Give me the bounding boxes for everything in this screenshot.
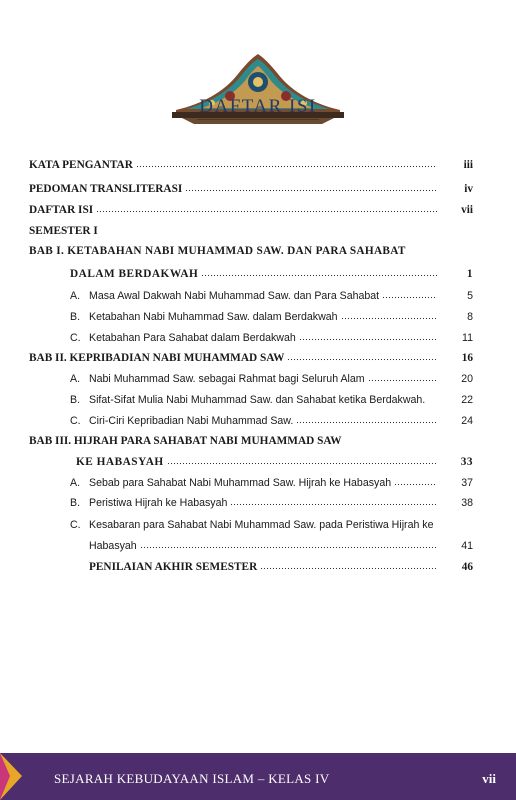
toc-row-bab-3-c[interactable]: C. Kesabaran para Sahabat Nabi Muhammad Saw. pada Peristiwa Hijrah ke <box>70 519 434 531</box>
toc-row-bab-1-a[interactable]: A. Masa Awal Dakwah Nabi Muhammad Saw. dan Para Sahabat 5 <box>70 290 473 302</box>
toc-row-bab-2-c[interactable]: C. Ciri-Ciri Kepribadian Nabi Muhammad Saw. 24 <box>70 415 473 427</box>
toc-row-bab-3[interactable]: KE HABASYAH 33 <box>76 456 473 468</box>
dot-leader <box>287 358 437 361</box>
dot-leader <box>201 274 437 277</box>
toc-row-bab-1-heading[interactable]: BAB I. KETABAHAN NABI MUHAMMAD SAW. DAN PARA SAHABAT <box>29 245 406 257</box>
toc-row-bab-1-b[interactable]: B. Ketabahan Nabi Muhammad Saw. dalam Berdakwah 8 <box>70 311 473 323</box>
toc-row-bab-2-a[interactable]: A. Nabi Muhammad Saw. sebagai Rahmat bagi Seluruh Alam 20 <box>70 373 473 385</box>
dot-leader <box>382 296 437 299</box>
dot-leader <box>368 379 437 382</box>
dot-leader <box>341 317 437 320</box>
toc-row-penilaian-akhir[interactable]: PENILAIAN AKHIR SEMESTER 46 <box>89 561 473 573</box>
toc-row-daftar-isi[interactable]: DAFTAR ISI vii <box>29 204 473 216</box>
dot-leader <box>260 567 437 570</box>
toc-row-bab-3-heading[interactable]: BAB III. HIJRAH PARA SAHABAT NABI MUHAMMAD SAW <box>29 435 342 447</box>
footer-book-title: SEJARAH KEBUDAYAAN ISLAM – KELAS IV <box>54 771 330 786</box>
title-underline <box>197 119 319 120</box>
toc-row-bab-2-b[interactable]: B. Sifat-Sifat Mulia Nabi Muhammad Saw. dan Sahabat ketika Berdakwah. 22 <box>70 394 473 406</box>
toc-row-bab-1-c[interactable]: C. Ketabahan Para Sahabat dalam Berdakwah 11 <box>70 332 473 344</box>
dot-leader <box>167 462 437 465</box>
toc-row-pedoman-transliterasi[interactable]: PEDOMAN TRANSLITERASI iv <box>29 183 473 195</box>
toc-row-semester-1: SEMESTER I <box>29 225 98 237</box>
footer-page-number: vii <box>482 771 496 786</box>
dot-leader <box>299 338 437 341</box>
dot-leader <box>140 546 437 549</box>
dot-leader <box>185 189 437 192</box>
page-title: DAFTAR ISI <box>199 96 317 117</box>
toc-row-kata-pengantar[interactable]: KATA PENGANTAR iii <box>29 159 473 171</box>
dot-leader <box>394 483 437 486</box>
toc-row-bab-2[interactable]: BAB II. KEPRIBADIAN NABI MUHAMMAD SAW 16 <box>29 352 473 364</box>
dot-leader <box>230 503 437 506</box>
dot-leader <box>296 421 437 424</box>
toc-row-bab-1[interactable]: DALAM BERDAKWAH 1 <box>70 268 473 280</box>
toc-row-bab-3-a[interactable]: A. Sebab para Sahabat Nabi Muhammad Saw. Hijrah ke Habasyah 37 <box>70 477 473 489</box>
footer-accent-stripe-icon <box>0 753 10 800</box>
toc-row-bab-3-b[interactable]: B. Peristiwa Hijrah ke Habasyah 38 <box>70 497 473 509</box>
toc-row-bab-3-c-cont[interactable]: Habasyah 41 <box>89 540 473 552</box>
dot-leader <box>96 210 437 213</box>
dot-leader <box>136 165 437 168</box>
